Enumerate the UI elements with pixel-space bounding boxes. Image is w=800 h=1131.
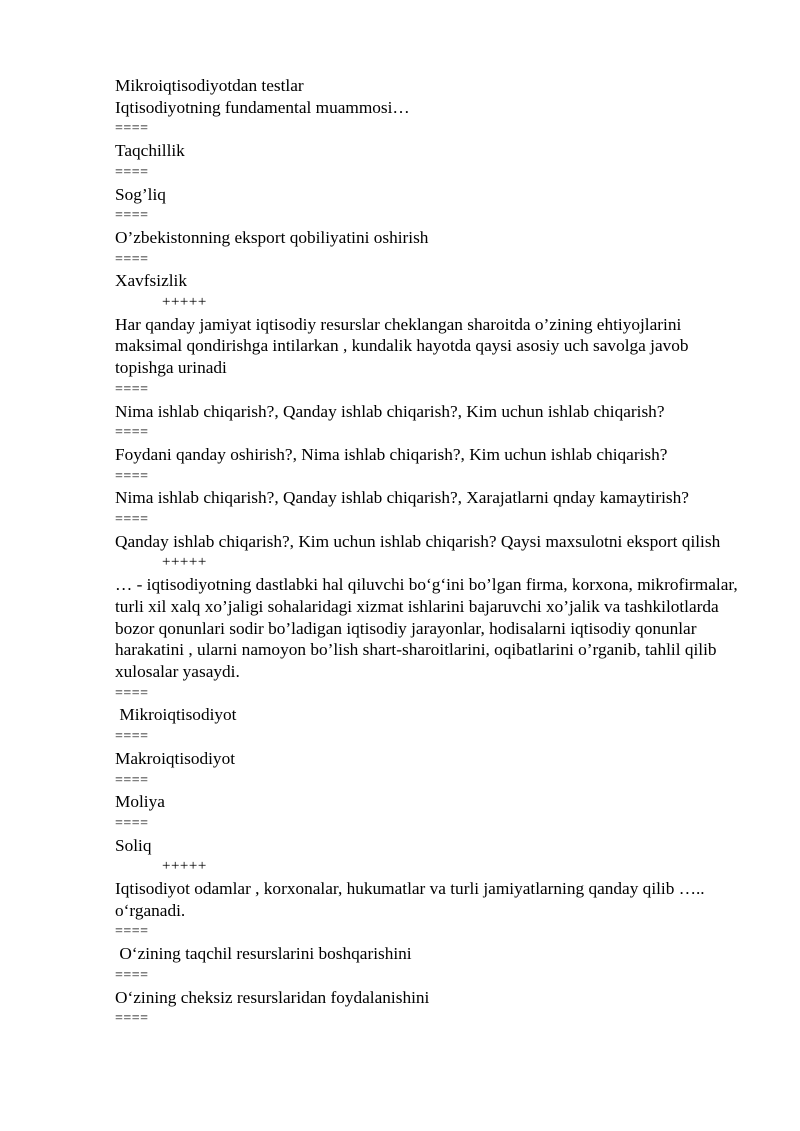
question-4-text: Iqtisodiyot odamlar , korxonalar, hukumatlar va turli jamiyatlarning qanday qilib ….. o‘rganadi. (115, 879, 705, 920)
q2-option-4: Qanday ishlab chiqarish?, Kim uchun ishlab chiqarish? Qaysi maxsulotni eksport qilish (115, 531, 721, 551)
q1-option-4: Xavfsizlik (115, 271, 187, 291)
q1-option-2: Sog’liq (115, 184, 166, 204)
document-page (115, 75, 745, 1030)
q2-option-3: Nima ishlab chiqarish?, Qanday ishlab chiqarish?, Xarajatlarni qnday kamaytirish? (115, 488, 689, 508)
document-title: Mikroiqtisodiyotdan testlar (115, 76, 304, 95)
q3-option-3: Moliya (115, 792, 165, 812)
separator: ==== (115, 251, 149, 267)
separator: ==== (115, 685, 149, 701)
separator: ==== (115, 815, 149, 831)
question-3-text: … - iqtisodiyotning dastlabki hal qiluvchi bo‘g‘ini bo’lgan firma, korxona, mikrofirmalar, turli xil xalq xo’jaligi sohalaridagi xizmat ishlarini bajaruvchi xo’jalik va tashkilotlarda bozor qonunlari sodir bo’ladigan iqtisodiy jarayonlar, hodisalarni iqtisodiy qonunlar harakatini , ularni namoyon bo’lish shart-sharoitlarini, oqibatlarini o’rganib, tahlil qilib xulosalar yasaydi. (115, 575, 738, 681)
separator: ==== (115, 121, 149, 137)
q1-option-1: Taqchillik (115, 141, 185, 161)
question-1-text: Iqtisodiyotning fundamental muammosi… (115, 97, 410, 117)
question-marker: +++++ (162, 294, 207, 311)
separator: ==== (115, 924, 149, 940)
q4-option-1: O‘zining taqchil resurslarini boshqarishini (115, 944, 412, 964)
separator: ==== (115, 164, 149, 180)
question-2-text: Har qanday jamiyat iqtisodiy resurslar cheklangan sharoitda o’zining ehtiyojlarini maksimal qondirishga intilarkan , kundalik hayotda qaysi asosiy uch savolga javob topishga urinadi (115, 314, 689, 378)
q1-option-3: O’zbekistonning eksport qobiliyatini oshirish (115, 227, 429, 247)
q2-option-1: Nima ishlab chiqarish?, Qanday ishlab chiqarish?, Kim uchun ishlab chiqarish? (115, 401, 665, 421)
separator: ==== (115, 729, 149, 745)
q3-option-4: Soliq (115, 835, 152, 855)
q3-option-2: Makroiqtisodiyot (115, 748, 236, 768)
question-marker: +++++ (162, 858, 207, 875)
q3-option-1: Mikroiqtisodiyot (115, 705, 237, 725)
separator: ==== (115, 1011, 149, 1027)
separator: ==== (115, 208, 149, 224)
separator: ==== (115, 425, 149, 441)
separator: ==== (115, 512, 149, 528)
separator: ==== (115, 381, 149, 397)
separator: ==== (115, 468, 149, 484)
separator: ==== (115, 772, 149, 788)
separator: ==== (115, 967, 149, 983)
question-marker: +++++ (162, 554, 207, 571)
q4-option-2: O‘zining cheksiz resurslaridan foydalanishini (115, 987, 430, 1007)
q2-option-2: Foydani qanday oshirish?, Nima ishlab chiqarish?, Kim uchun ishlab chiqarish? (115, 444, 668, 464)
